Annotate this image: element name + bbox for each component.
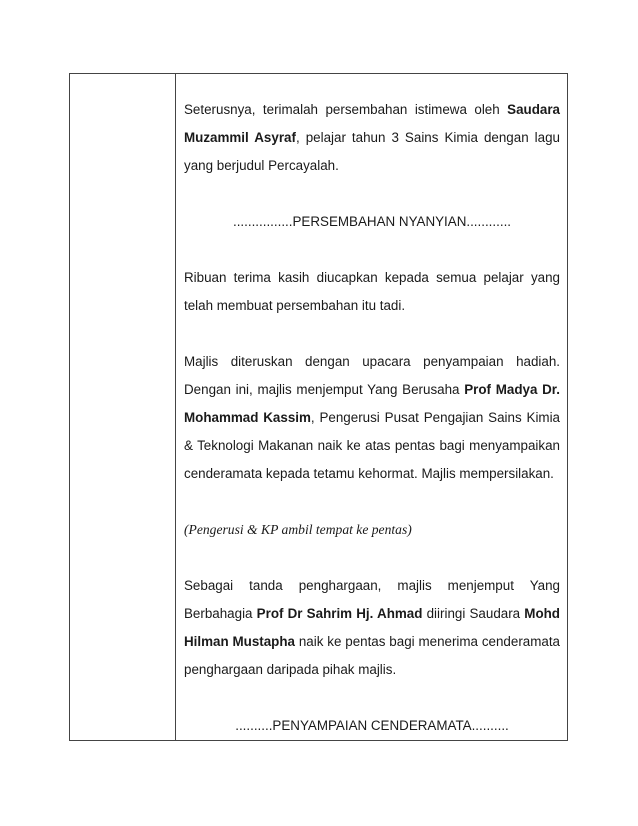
performance-heading: ................PERSEMBAHAN NYANYIAN............ [232, 214, 512, 229]
paragraph-performance-intro [184, 96, 560, 180]
text-span: Majlis diteruskan dengan upacara penyampaian hadiah. Dengan ini, majlis menjemput Yang Berusaha [184, 354, 560, 397]
text-span: Seterusnya, terimalah persembahan istimewa oleh [184, 102, 508, 117]
script-table [69, 73, 568, 741]
text-span: , pelajar tahun 3 Sains Kimia dengan lagu yang berjudul Percayalah. [184, 130, 560, 173]
paragraph-appreciation [184, 572, 560, 684]
script-content [184, 96, 560, 740]
presentation-heading: ..........PENYAMPAIAN CENDERAMATA.......... [235, 718, 509, 733]
paragraph-award-ceremony [184, 348, 560, 488]
text-span: Sebagai tanda penghargaan, majlis menjemput Yang Berbahagia [184, 578, 560, 621]
guest-name: Prof Dr Sahrim Hj. Ahmad [256, 606, 423, 621]
recipient-name: Mohd Hilman Mustapha [184, 606, 560, 649]
stage-direction: (Pengerusi & KP ambil tempat ke pentas) [184, 522, 412, 537]
guest-name: Prof Madya Dr. Mohammad Kassim [184, 382, 560, 425]
performer-name: Saudara Muzammil Asyraf [184, 102, 560, 145]
right-column-cell [177, 74, 567, 740]
paragraph-thanks: Ribuan terima kasih diucapkan kepada semua pelajar yang telah membuat persembahan itu tadi. [184, 270, 560, 313]
text-span: diiringi Saudara [422, 606, 525, 621]
left-column-cell [70, 74, 176, 740]
text-span: , Pengerusi Pusat Pengajian Sains Kimia & Teknologi Makanan naik ke atas pentas bagi menyampaikan cenderamata kepada tetamu kehormat. Majlis mempersilakan. [184, 410, 561, 481]
text-span: naik ke pentas bagi menerima cenderamata penghargaan daripada pihak majlis. [184, 634, 561, 677]
